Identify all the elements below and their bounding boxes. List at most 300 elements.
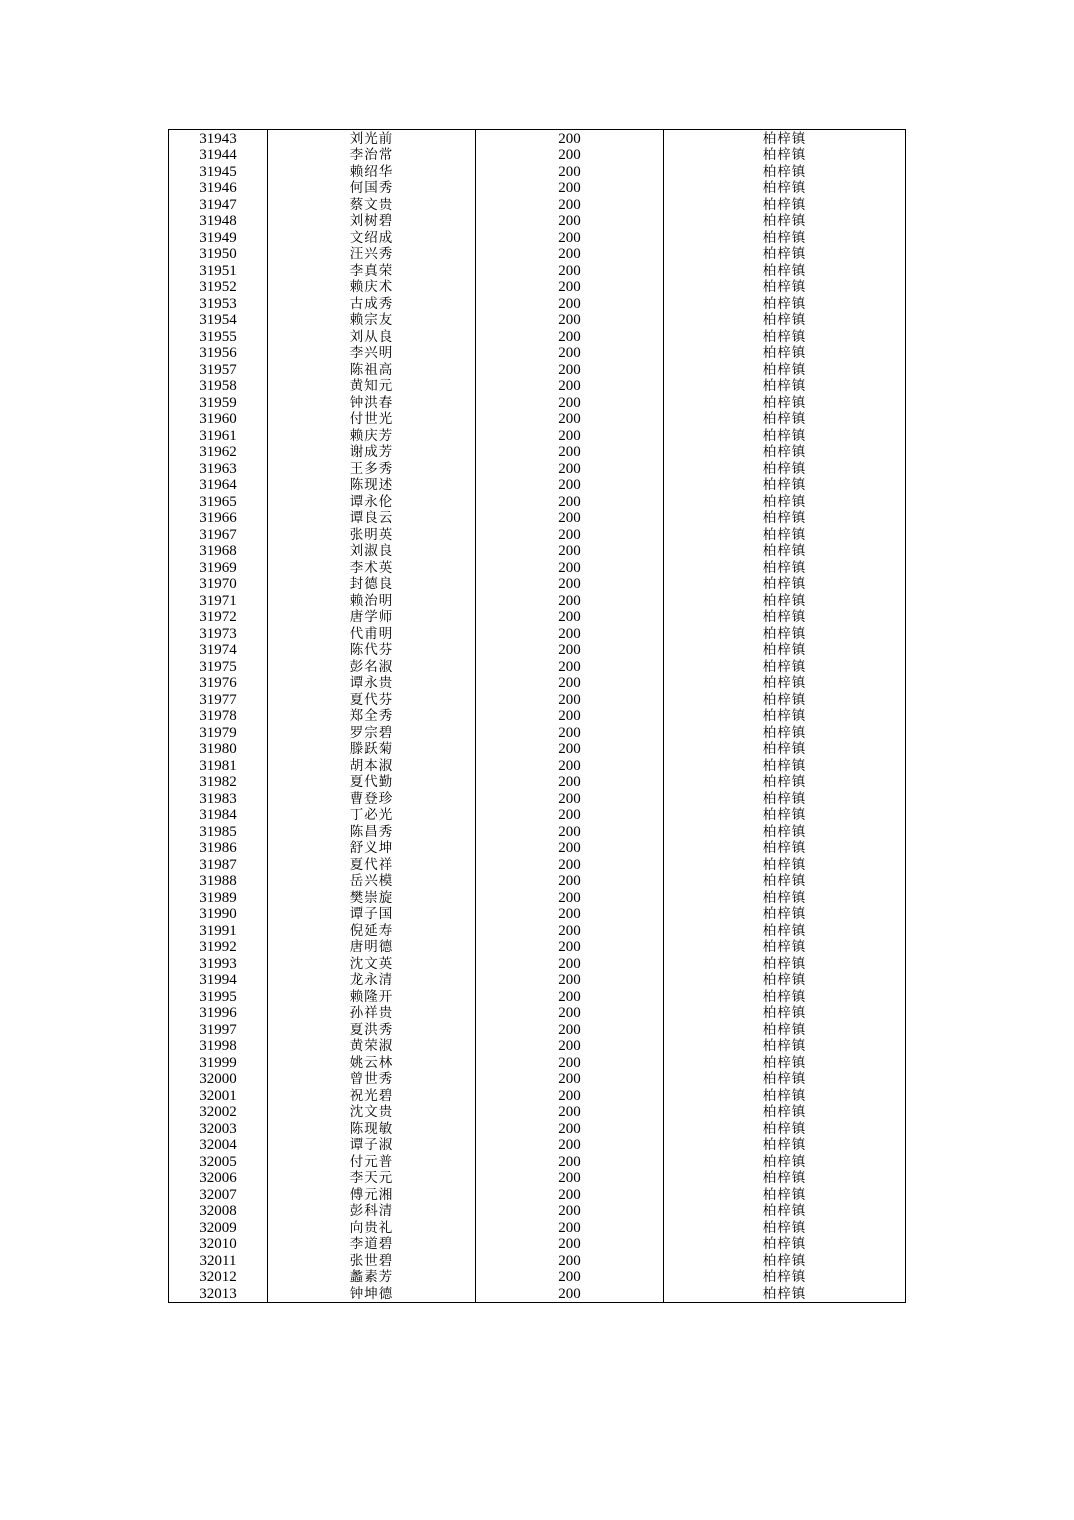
town-cell: 柏梓镇 (664, 1186, 906, 1203)
name-cell: 沈文英 (268, 955, 476, 972)
town-cell: 柏梓镇 (664, 642, 906, 659)
town-cell: 柏梓镇 (664, 1104, 906, 1121)
amount-cell: 200 (476, 444, 664, 461)
name-cell: 赖治明 (268, 592, 476, 609)
amount-cell: 200 (476, 1087, 664, 1104)
serial-number-cell: 31956 (169, 345, 268, 362)
table-row (169, 1104, 906, 1121)
amount-cell: 200 (476, 1269, 664, 1286)
serial-number-cell: 32009 (169, 1219, 268, 1236)
table-row (169, 955, 906, 972)
town-cell: 柏梓镇 (664, 873, 906, 890)
table-row (169, 1269, 906, 1286)
name-cell: 向贵礼 (268, 1219, 476, 1236)
table-row (169, 378, 906, 395)
table-row (169, 279, 906, 296)
town-cell: 柏梓镇 (664, 1087, 906, 1104)
table-row (169, 147, 906, 164)
table-row (169, 411, 906, 428)
serial-number-cell: 31952 (169, 279, 268, 296)
amount-cell: 200 (476, 1021, 664, 1038)
amount-cell: 200 (476, 328, 664, 345)
table-row (169, 361, 906, 378)
serial-number-cell: 31984 (169, 807, 268, 824)
amount-cell: 200 (476, 840, 664, 857)
table-row (169, 295, 906, 312)
town-cell: 柏梓镇 (664, 1005, 906, 1022)
town-cell: 柏梓镇 (664, 444, 906, 461)
name-cell: 陈现敏 (268, 1120, 476, 1137)
amount-cell: 200 (476, 1236, 664, 1253)
table-row (169, 757, 906, 774)
serial-number-cell: 32006 (169, 1170, 268, 1187)
name-cell: 蔡文贵 (268, 196, 476, 213)
amount-cell: 200 (476, 229, 664, 246)
amount-cell: 200 (476, 1120, 664, 1137)
serial-number-cell: 31994 (169, 972, 268, 989)
name-cell: 钟坤德 (268, 1285, 476, 1302)
town-cell: 柏梓镇 (664, 1038, 906, 1055)
table-row (169, 213, 906, 230)
town-cell: 柏梓镇 (664, 510, 906, 527)
town-cell: 柏梓镇 (664, 1153, 906, 1170)
serial-number-cell: 31999 (169, 1054, 268, 1071)
amount-cell: 200 (476, 691, 664, 708)
name-cell: 滕跃菊 (268, 741, 476, 758)
town-cell: 柏梓镇 (664, 823, 906, 840)
town-cell: 柏梓镇 (664, 1203, 906, 1220)
town-cell: 柏梓镇 (664, 543, 906, 560)
table-row (169, 1236, 906, 1253)
amount-cell: 200 (476, 1285, 664, 1302)
amount-cell: 200 (476, 1054, 664, 1071)
table-row (169, 708, 906, 725)
town-cell: 柏梓镇 (664, 741, 906, 758)
amount-cell: 200 (476, 790, 664, 807)
serial-number-cell: 31973 (169, 625, 268, 642)
name-cell: 古成秀 (268, 295, 476, 312)
name-cell: 胡本淑 (268, 757, 476, 774)
name-cell: 刘光前 (268, 130, 476, 147)
table-row (169, 559, 906, 576)
name-cell: 李兴明 (268, 345, 476, 362)
name-cell: 汪兴秀 (268, 246, 476, 263)
amount-cell: 200 (476, 345, 664, 362)
town-cell: 柏梓镇 (664, 609, 906, 626)
name-cell: 丁必光 (268, 807, 476, 824)
town-cell: 柏梓镇 (664, 1252, 906, 1269)
serial-number-cell: 31995 (169, 988, 268, 1005)
name-cell: 陈昌秀 (268, 823, 476, 840)
table-row (169, 609, 906, 626)
town-cell: 柏梓镇 (664, 658, 906, 675)
serial-number-cell: 31958 (169, 378, 268, 395)
name-cell: 代甫明 (268, 625, 476, 642)
town-cell: 柏梓镇 (664, 262, 906, 279)
name-cell: 李治常 (268, 147, 476, 164)
table-row (169, 823, 906, 840)
amount-cell: 200 (476, 180, 664, 197)
table-row (169, 1252, 906, 1269)
town-cell: 柏梓镇 (664, 757, 906, 774)
amount-cell: 200 (476, 757, 664, 774)
table-row (169, 642, 906, 659)
name-cell: 李真荣 (268, 262, 476, 279)
town-cell: 柏梓镇 (664, 427, 906, 444)
serial-number-cell: 32003 (169, 1120, 268, 1137)
serial-number-cell: 32011 (169, 1252, 268, 1269)
town-cell: 柏梓镇 (664, 922, 906, 939)
table-row (169, 1038, 906, 1055)
serial-number-cell: 31946 (169, 180, 268, 197)
name-cell: 李术英 (268, 559, 476, 576)
amount-cell: 200 (476, 196, 664, 213)
town-cell: 柏梓镇 (664, 988, 906, 1005)
town-cell: 柏梓镇 (664, 279, 906, 296)
name-cell: 彭科清 (268, 1203, 476, 1220)
name-cell: 谭良云 (268, 510, 476, 527)
serial-number-cell: 31945 (169, 163, 268, 180)
town-cell: 柏梓镇 (664, 807, 906, 824)
name-cell: 张明英 (268, 526, 476, 543)
table-row (169, 229, 906, 246)
name-cell: 郑全秀 (268, 708, 476, 725)
name-cell: 樊崇旋 (268, 889, 476, 906)
amount-cell: 200 (476, 592, 664, 609)
town-cell: 柏梓镇 (664, 1054, 906, 1071)
table-row (169, 1005, 906, 1022)
town-cell: 柏梓镇 (664, 889, 906, 906)
amount-cell: 200 (476, 411, 664, 428)
name-cell: 付元普 (268, 1153, 476, 1170)
name-cell: 付世光 (268, 411, 476, 428)
serial-number-cell: 31998 (169, 1038, 268, 1055)
serial-number-cell: 31971 (169, 592, 268, 609)
table-row (169, 1137, 906, 1154)
town-cell: 柏梓镇 (664, 939, 906, 956)
table-row (169, 460, 906, 477)
table-row (169, 246, 906, 263)
serial-number-cell: 31985 (169, 823, 268, 840)
name-cell: 岳兴模 (268, 873, 476, 890)
town-cell: 柏梓镇 (664, 559, 906, 576)
name-cell: 王多秀 (268, 460, 476, 477)
serial-number-cell: 32012 (169, 1269, 268, 1286)
table-row (169, 1087, 906, 1104)
town-cell: 柏梓镇 (664, 477, 906, 494)
amount-cell: 200 (476, 1203, 664, 1220)
table-row (169, 328, 906, 345)
amount-cell: 200 (476, 1038, 664, 1055)
amount-cell: 200 (476, 1005, 664, 1022)
table-row (169, 130, 906, 147)
serial-number-cell: 31986 (169, 840, 268, 857)
name-cell: 沈文贵 (268, 1104, 476, 1121)
amount-cell: 200 (476, 675, 664, 692)
amount-cell: 200 (476, 213, 664, 230)
town-cell: 柏梓镇 (664, 592, 906, 609)
town-cell: 柏梓镇 (664, 460, 906, 477)
town-cell: 柏梓镇 (664, 147, 906, 164)
town-cell: 柏梓镇 (664, 774, 906, 791)
amount-cell: 200 (476, 658, 664, 675)
table-row (169, 477, 906, 494)
name-cell: 刘树碧 (268, 213, 476, 230)
amount-cell: 200 (476, 1071, 664, 1088)
town-cell: 柏梓镇 (664, 312, 906, 329)
amount-cell: 200 (476, 559, 664, 576)
serial-number-cell: 31943 (169, 130, 268, 147)
table-row (169, 262, 906, 279)
amount-cell: 200 (476, 741, 664, 758)
amount-cell: 200 (476, 955, 664, 972)
table-row (169, 939, 906, 956)
serial-number-cell: 31977 (169, 691, 268, 708)
serial-number-cell: 31957 (169, 361, 268, 378)
name-cell: 李道碧 (268, 1236, 476, 1253)
amount-cell: 200 (476, 1219, 664, 1236)
amount-cell: 200 (476, 1153, 664, 1170)
name-cell: 赖宗友 (268, 312, 476, 329)
name-cell: 孙祥贵 (268, 1005, 476, 1022)
serial-number-cell: 31996 (169, 1005, 268, 1022)
serial-number-cell: 32002 (169, 1104, 268, 1121)
table-row (169, 675, 906, 692)
table-row (169, 312, 906, 329)
serial-number-cell: 31959 (169, 394, 268, 411)
name-cell: 唐明德 (268, 939, 476, 956)
serial-number-cell: 32010 (169, 1236, 268, 1253)
name-cell: 曹登珍 (268, 790, 476, 807)
amount-cell: 200 (476, 1170, 664, 1187)
amount-cell: 200 (476, 922, 664, 939)
serial-number-cell: 31989 (169, 889, 268, 906)
table-row (169, 180, 906, 197)
serial-number-cell: 31949 (169, 229, 268, 246)
town-cell: 柏梓镇 (664, 691, 906, 708)
serial-number-cell: 31991 (169, 922, 268, 939)
serial-number-cell: 31990 (169, 906, 268, 923)
serial-number-cell: 31988 (169, 873, 268, 890)
name-cell: 赖绍华 (268, 163, 476, 180)
name-cell: 夏代祥 (268, 856, 476, 873)
town-cell: 柏梓镇 (664, 229, 906, 246)
name-cell: 黄荣淑 (268, 1038, 476, 1055)
table-row (169, 510, 906, 527)
serial-number-cell: 31993 (169, 955, 268, 972)
serial-number-cell: 31987 (169, 856, 268, 873)
name-cell: 封德良 (268, 576, 476, 593)
table-row (169, 658, 906, 675)
town-cell: 柏梓镇 (664, 213, 906, 230)
table-row (169, 394, 906, 411)
table-row (169, 543, 906, 560)
table-row (169, 873, 906, 890)
table-row (169, 1285, 906, 1302)
amount-cell: 200 (476, 724, 664, 741)
amount-cell: 200 (476, 147, 664, 164)
town-cell: 柏梓镇 (664, 576, 906, 593)
serial-number-cell: 31951 (169, 262, 268, 279)
table-row (169, 1071, 906, 1088)
name-cell: 曾世秀 (268, 1071, 476, 1088)
roster-table (168, 129, 906, 1303)
town-cell: 柏梓镇 (664, 1269, 906, 1286)
town-cell: 柏梓镇 (664, 246, 906, 263)
amount-cell: 200 (476, 807, 664, 824)
name-cell: 祝光碧 (268, 1087, 476, 1104)
serial-number-cell: 31997 (169, 1021, 268, 1038)
serial-number-cell: 31970 (169, 576, 268, 593)
amount-cell: 200 (476, 889, 664, 906)
serial-number-cell: 31976 (169, 675, 268, 692)
table-row (169, 1021, 906, 1038)
table-row (169, 576, 906, 593)
name-cell: 刘从良 (268, 328, 476, 345)
serial-number-cell: 32005 (169, 1153, 268, 1170)
serial-number-cell: 31962 (169, 444, 268, 461)
amount-cell: 200 (476, 856, 664, 873)
serial-number-cell: 31981 (169, 757, 268, 774)
table-row (169, 724, 906, 741)
name-cell: 赖隆开 (268, 988, 476, 1005)
town-cell: 柏梓镇 (664, 1219, 906, 1236)
town-cell: 柏梓镇 (664, 675, 906, 692)
table-row (169, 444, 906, 461)
serial-number-cell: 31964 (169, 477, 268, 494)
name-cell: 倪延寿 (268, 922, 476, 939)
serial-number-cell: 32008 (169, 1203, 268, 1220)
serial-number-cell: 31969 (169, 559, 268, 576)
amount-cell: 200 (476, 361, 664, 378)
town-cell: 柏梓镇 (664, 1021, 906, 1038)
serial-number-cell: 31965 (169, 493, 268, 510)
name-cell: 张世碧 (268, 1252, 476, 1269)
town-cell: 柏梓镇 (664, 1285, 906, 1302)
amount-cell: 200 (476, 1252, 664, 1269)
serial-number-cell: 31944 (169, 147, 268, 164)
town-cell: 柏梓镇 (664, 526, 906, 543)
amount-cell: 200 (476, 708, 664, 725)
town-cell: 柏梓镇 (664, 625, 906, 642)
town-cell: 柏梓镇 (664, 1236, 906, 1253)
amount-cell: 200 (476, 526, 664, 543)
table-row (169, 906, 906, 923)
town-cell: 柏梓镇 (664, 972, 906, 989)
amount-cell: 200 (476, 394, 664, 411)
name-cell: 蠡素芳 (268, 1269, 476, 1286)
table-row (169, 972, 906, 989)
name-cell: 夏洪秀 (268, 1021, 476, 1038)
town-cell: 柏梓镇 (664, 955, 906, 972)
town-cell: 柏梓镇 (664, 493, 906, 510)
amount-cell: 200 (476, 163, 664, 180)
serial-number-cell: 31980 (169, 741, 268, 758)
serial-number-cell: 31947 (169, 196, 268, 213)
town-cell: 柏梓镇 (664, 130, 906, 147)
amount-cell: 200 (476, 378, 664, 395)
table-row (169, 691, 906, 708)
table-row (169, 741, 906, 758)
amount-cell: 200 (476, 873, 664, 890)
town-cell: 柏梓镇 (664, 1120, 906, 1137)
amount-cell: 200 (476, 312, 664, 329)
amount-cell: 200 (476, 642, 664, 659)
name-cell: 谭子淑 (268, 1137, 476, 1154)
town-cell: 柏梓镇 (664, 840, 906, 857)
table-row (169, 196, 906, 213)
serial-number-cell: 32007 (169, 1186, 268, 1203)
serial-number-cell: 31992 (169, 939, 268, 956)
town-cell: 柏梓镇 (664, 411, 906, 428)
name-cell: 陈代芬 (268, 642, 476, 659)
table-row (169, 988, 906, 1005)
serial-number-cell: 31974 (169, 642, 268, 659)
town-cell: 柏梓镇 (664, 906, 906, 923)
serial-number-cell: 31978 (169, 708, 268, 725)
serial-number-cell: 31948 (169, 213, 268, 230)
table-row (169, 1170, 906, 1187)
name-cell: 姚云林 (268, 1054, 476, 1071)
name-cell: 夏代勤 (268, 774, 476, 791)
town-cell: 柏梓镇 (664, 295, 906, 312)
name-cell: 彭名淑 (268, 658, 476, 675)
serial-number-cell: 31950 (169, 246, 268, 263)
serial-number-cell: 31968 (169, 543, 268, 560)
table-row (169, 1186, 906, 1203)
table-row (169, 1120, 906, 1137)
amount-cell: 200 (476, 774, 664, 791)
amount-cell: 200 (476, 262, 664, 279)
serial-number-cell: 32001 (169, 1087, 268, 1104)
name-cell: 谭永贵 (268, 675, 476, 692)
table-row (169, 526, 906, 543)
amount-cell: 200 (476, 823, 664, 840)
table-row (169, 889, 906, 906)
serial-number-cell: 31982 (169, 774, 268, 791)
town-cell: 柏梓镇 (664, 394, 906, 411)
serial-number-cell: 32013 (169, 1285, 268, 1302)
table-row (169, 1054, 906, 1071)
serial-number-cell: 31960 (169, 411, 268, 428)
serial-number-cell: 31967 (169, 526, 268, 543)
town-cell: 柏梓镇 (664, 180, 906, 197)
amount-cell: 200 (476, 1186, 664, 1203)
amount-cell: 200 (476, 246, 664, 263)
name-cell: 李天元 (268, 1170, 476, 1187)
table-row (169, 1219, 906, 1236)
serial-number-cell: 31953 (169, 295, 268, 312)
name-cell: 谭子国 (268, 906, 476, 923)
town-cell: 柏梓镇 (664, 724, 906, 741)
serial-number-cell: 31966 (169, 510, 268, 527)
name-cell: 夏代芬 (268, 691, 476, 708)
table-row (169, 840, 906, 857)
name-cell: 陈祖高 (268, 361, 476, 378)
amount-cell: 200 (476, 906, 664, 923)
town-cell: 柏梓镇 (664, 1137, 906, 1154)
town-cell: 柏梓镇 (664, 345, 906, 362)
name-cell: 赖庆芳 (268, 427, 476, 444)
name-cell: 唐学师 (268, 609, 476, 626)
town-cell: 柏梓镇 (664, 856, 906, 873)
serial-number-cell: 31972 (169, 609, 268, 626)
amount-cell: 200 (476, 1137, 664, 1154)
table-row (169, 856, 906, 873)
serial-number-cell: 31975 (169, 658, 268, 675)
amount-cell: 200 (476, 543, 664, 560)
amount-cell: 200 (476, 510, 664, 527)
